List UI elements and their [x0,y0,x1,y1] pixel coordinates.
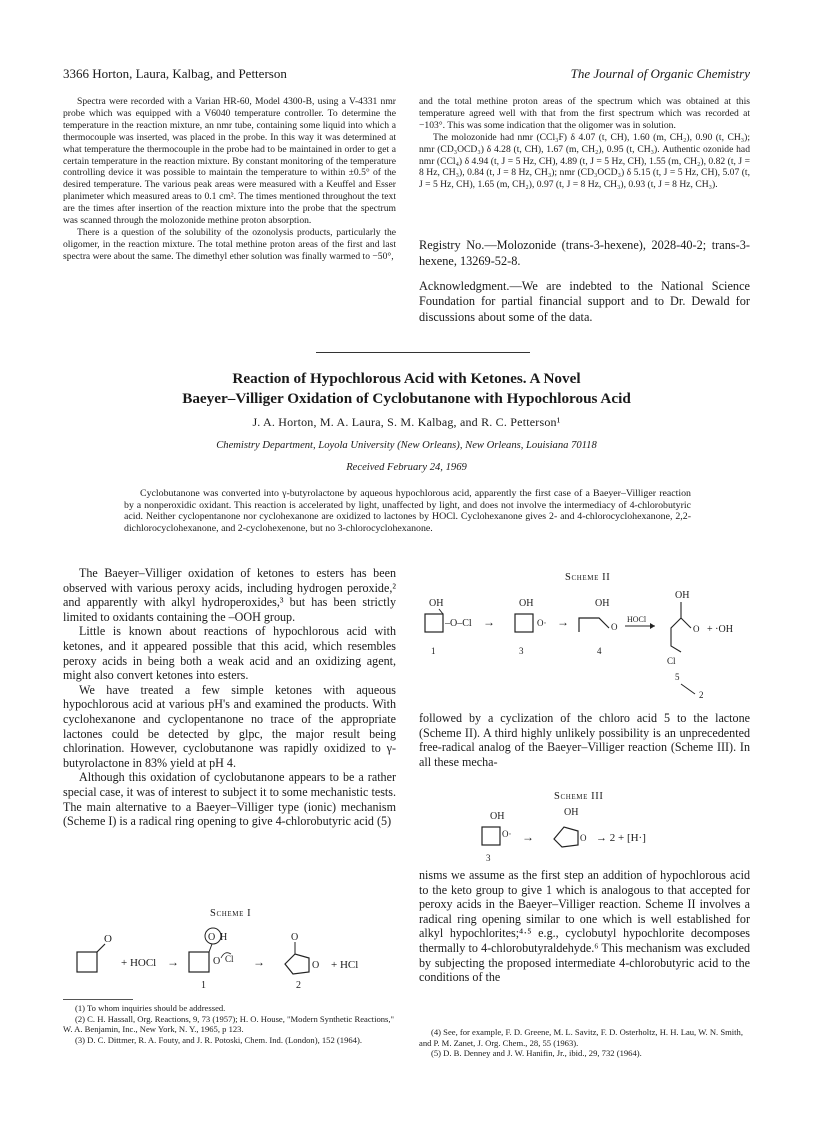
compound-number-2: 2 [296,980,301,991]
paragraph: There is a question of the solubility of the ozonolysis products, particularly the oligomer, in the reaction mixture. The total methine proton areas of the first and last spectra were about the same. The dimethyl ether solution was finally warmed to −50°, [63,226,396,262]
svg-text:O: O [291,932,299,943]
compound-number-3: 3 [519,646,524,656]
scheme-1-reagent: + HOCl [121,957,157,969]
scheme-2-reagent: HOCl [627,615,647,624]
svg-text:O: O [611,622,618,632]
svg-text:→: → [167,955,179,969]
compound-number-3: 3 [486,853,491,863]
previous-article-experimental-right [419,96,750,191]
article-affiliation: Chemistry Department, Loyola University (New Orleans), New Orleans, Louisiana 70118 [216,440,597,451]
svg-text:OH: OH [564,807,579,818]
paragraph: nisms we assume as the first step an addition of hypochlorous acid to the keto group to give 1 which is analogous to that accepted for peroxy acids in the Baeyer–Villiger reaction. Scheme II involves a radical ring opening similar to one which is well established for alkyl hypochlorites;⁴·⁵ e.g., cyclobutyl hypochlorite decomposes thermally to 4-chlorobutyraldehyde.⁶ This mechanism was excluded by subjecting the proposed intermediate 4-chlorobutyric acid to the conditions of the [419,868,750,985]
svg-text:→: → [483,615,495,629]
footnote: (3) D. C. Dittmer, R. A. Fouty, and J. R. Potoski, Chem. Ind. (London), 152 (1964). [75,1034,362,1045]
svg-text:OH: OH [675,590,690,601]
article-authors: J. A. Horton, M. A. Laura, S. M. Kalbag, and R. C. Petterson¹ [252,415,561,429]
paragraph: Little is known about reactions of hypochlorous acid with ketones, and it appeared possible that this acid, which resembles peroxy acids in being both a weak acid and an oxidizing agent, might also convert ketones into esters. [63,624,396,683]
svg-text:OH: OH [490,811,505,822]
footnote: (2) C. H. Hassall, Org. Reactions, 9, 73 (1957); H. O. House, "Modern Synthetic Reactions," W. A. Benjamin, Inc., New York, N. Y., 1965, p 123. [63,1013,395,1034]
footnote: (4) See, for example, F. D. Greene, M. L. Savitz, F. D. Osterholtz, H. H. Lau, W. N. Smith, and P. M. Zanet, J. Org. Chem., 28, 55 (1963). [419,1027,744,1048]
scheme-1-diagram [63,922,403,994]
svg-text:→: → [557,615,569,629]
svg-text:O: O [580,833,587,843]
svg-text:O: O [104,933,112,945]
svg-text:OH: OH [519,598,534,609]
body-right-column-top [419,711,750,769]
body-right-column-bottom [419,868,750,985]
footnotes-right [419,1027,750,1059]
svg-text:O: O [312,960,320,971]
paragraph: The Baeyer–Villiger oxidation of ketones to esters has been observed with various peroxy acids, including hydrogen peroxide,² and apparently with alkyl hydroperoxides,³ but has been strictly limited to oxidants containing the –OOH group. [63,566,396,624]
scheme-2-diagram [419,584,754,700]
previous-article-experimental-left [63,96,396,263]
footnote: (1) To whom inquiries should be addressed. [75,1003,226,1013]
paragraph: We have treated a few simple ketones with aqueous hypochlorous acid at various pH's and examined the products. With cyclohexanone and cyclopentanone no trace of the appropriate lactones could be detected by glpc, the major result being chlorination. However, cyclobutanone was rapidly oxidized to γ-butyrolactone in 83% yield at pH 4. [63,682,396,770]
paragraph: and the total methine proton areas of the spectrum which was obtained at this temperature agreed well with that from the first spectrum which was recorded at −103°. This was some indication that the oligomer was in solution. [419,96,750,131]
paragraph: followed by a cyclization of the chloro acid 5 to the lactone (Scheme II). A third highly unlikely possibility is an unprecedented free-radical analog of the Baeyer–Villiger reaction (Scheme III). In all these mecha- [419,711,750,769]
compound-number-4: 4 [597,646,602,656]
svg-text:Cl: Cl [667,656,676,666]
scheme-1-label: Scheme I [210,908,252,919]
svg-text:O: O [208,932,216,943]
article-abstract: Cyclobutanone was converted into γ-butyrolactone by aqueous hypochlorous acid, apparently the first case of a Baeyer–Villiger reaction by a nonperoxidic oxidant. This reaction is accelerated by light, unaffected by light, and does not involve the intermediacy of 4-chlorobutyric acid. Neither cyclopentanone nor cyclohexanone are oxidized to lactones by HOCl. Cyclohexanone gives 2- and 4-chlorocyclohexanone, 2,2-dichlorocyclohexanone, and 2-cyclohexenone, but no 3-chlorocyclohexanone. [124,488,691,534]
acknowledgment: Acknowledgment.—We are indebted to the National Science Foundation for partial financial support and to Dr. Dewald for discussions about some of the data. [419,278,750,325]
svg-text:OH: OH [595,598,610,609]
article-title-line: Reaction of Hypochlorous Acid with Ketones. A Novel [232,370,581,387]
scheme-3-label: Scheme III [554,791,604,802]
scheme-2-label: Scheme II [565,572,611,583]
scheme-3-tail: → 2 + [H·] [596,832,646,844]
running-header-left: 3366 Horton, Laura, Kalbag, and Petterson [63,66,287,81]
svg-text:→: → [522,830,534,844]
body-left-column [63,566,396,829]
svg-text:H: H [220,932,228,943]
scheme-2-tail: + ·OH [707,624,733,635]
scheme-3-diagram [450,803,710,863]
registry-and-acknowledgment [419,238,750,335]
svg-text:O·: O· [502,829,512,839]
compound-number-1: 1 [201,980,206,991]
running-header-journal: The Journal of Organic Chemistry [570,66,750,81]
svg-text:O·: O· [537,618,547,628]
article-title [60,369,753,409]
svg-text:O: O [213,956,221,967]
footnote-rule [63,999,133,1000]
svg-text:O: O [693,624,700,634]
article-title-line: Baeyer–Villiger Oxidation of Cyclobutanone with Hypochlorous Acid [182,390,631,407]
svg-text:→: → [253,955,265,969]
footnote: (5) D. B. Denney and J. W. Hanifin, Jr., ibid., 29, 732 (1964). [431,1048,642,1058]
paragraph: Spectra were recorded with a Varian HR-60, Model 4300-B, using a V-4331 nmr probe which was equipped with a V6040 temperature controller. To determine the temperature in the reaction mixture, an nmr tube, containing some liquid into which a thermocouple was inserted, was placed in the probe. In this way it was determined at what temperature the thermocouple in the probe had to be maintained in order to get a certain temperature in the reaction mixture. By constant monitoring of the temperature controlling device it was possible to maintain the temperature to within ±0.5° of the desired temperature. The various peak areas were measured with a Keuffel and Esser planimeter which measured areas to 0.1 cm². The times mentioned throughout the text are the times after insertion of the reaction mixture into the probe that the spectrum was scanned through the molozonide methine proton absorption. [63,96,396,227]
section-divider [316,352,530,353]
scheme-1-byproduct: + HCl [331,959,359,971]
compound-number-1: 1 [431,646,436,656]
compound-number-5: 5 [675,672,680,682]
paragraph: Although this oxidation of cyclobutanone appears to be a rather special case, it was of interest to subject it to some mechanistic tests. The main alternative to a Baeyer–Villiger type (ionic) mechanism (Scheme I) is a radical ring opening to give 4-chlorobutyric acid (5) [63,770,396,829]
footnotes-left [63,1003,396,1045]
svg-text:Cl: Cl [225,954,234,964]
svg-text:–O–Cl: –O–Cl [445,618,472,629]
svg-text:OH: OH [429,598,444,609]
paragraph: The molozonide had nmr (CCl₃F) δ 4.07 (t, CH), 1.60 (m, CH₂), 0.90 (t, CH₃); nmr (CD₃OCD₃) δ 4.28 (t, CH), 1.67 (m, CH₂), 0.95 (t, CH₃). Authentic ozonide had nmr (CCl₄) δ 4.94 (t, J = 5 Hz, CH), 4.89 (t, J = 5 Hz, CH), 1.55 (m, CH₂), 0.82 (t, J = 8 Hz, CH₃), 0.84 (t, J = 8 Hz, CH₃); nmr (CD₃OCD₃) δ 5.15 (t, J = 5 Hz, CH), 5.07 (t, J = 5 Hz, CH), 1.65 (m, CH₂), 0.97 (t, J = 8 Hz, CH₃), 0.93 (t, J = 8 Hz, CH₃). [419,131,750,191]
compound-number-2: 2 [699,690,704,700]
article-received-date: Received February 24, 1969 [346,462,467,473]
registry-numbers: Registry No.—Molozonide (trans-3-hexene), 2028-40-2; trans-3-hexene, 13269-52-8. [419,238,750,268]
